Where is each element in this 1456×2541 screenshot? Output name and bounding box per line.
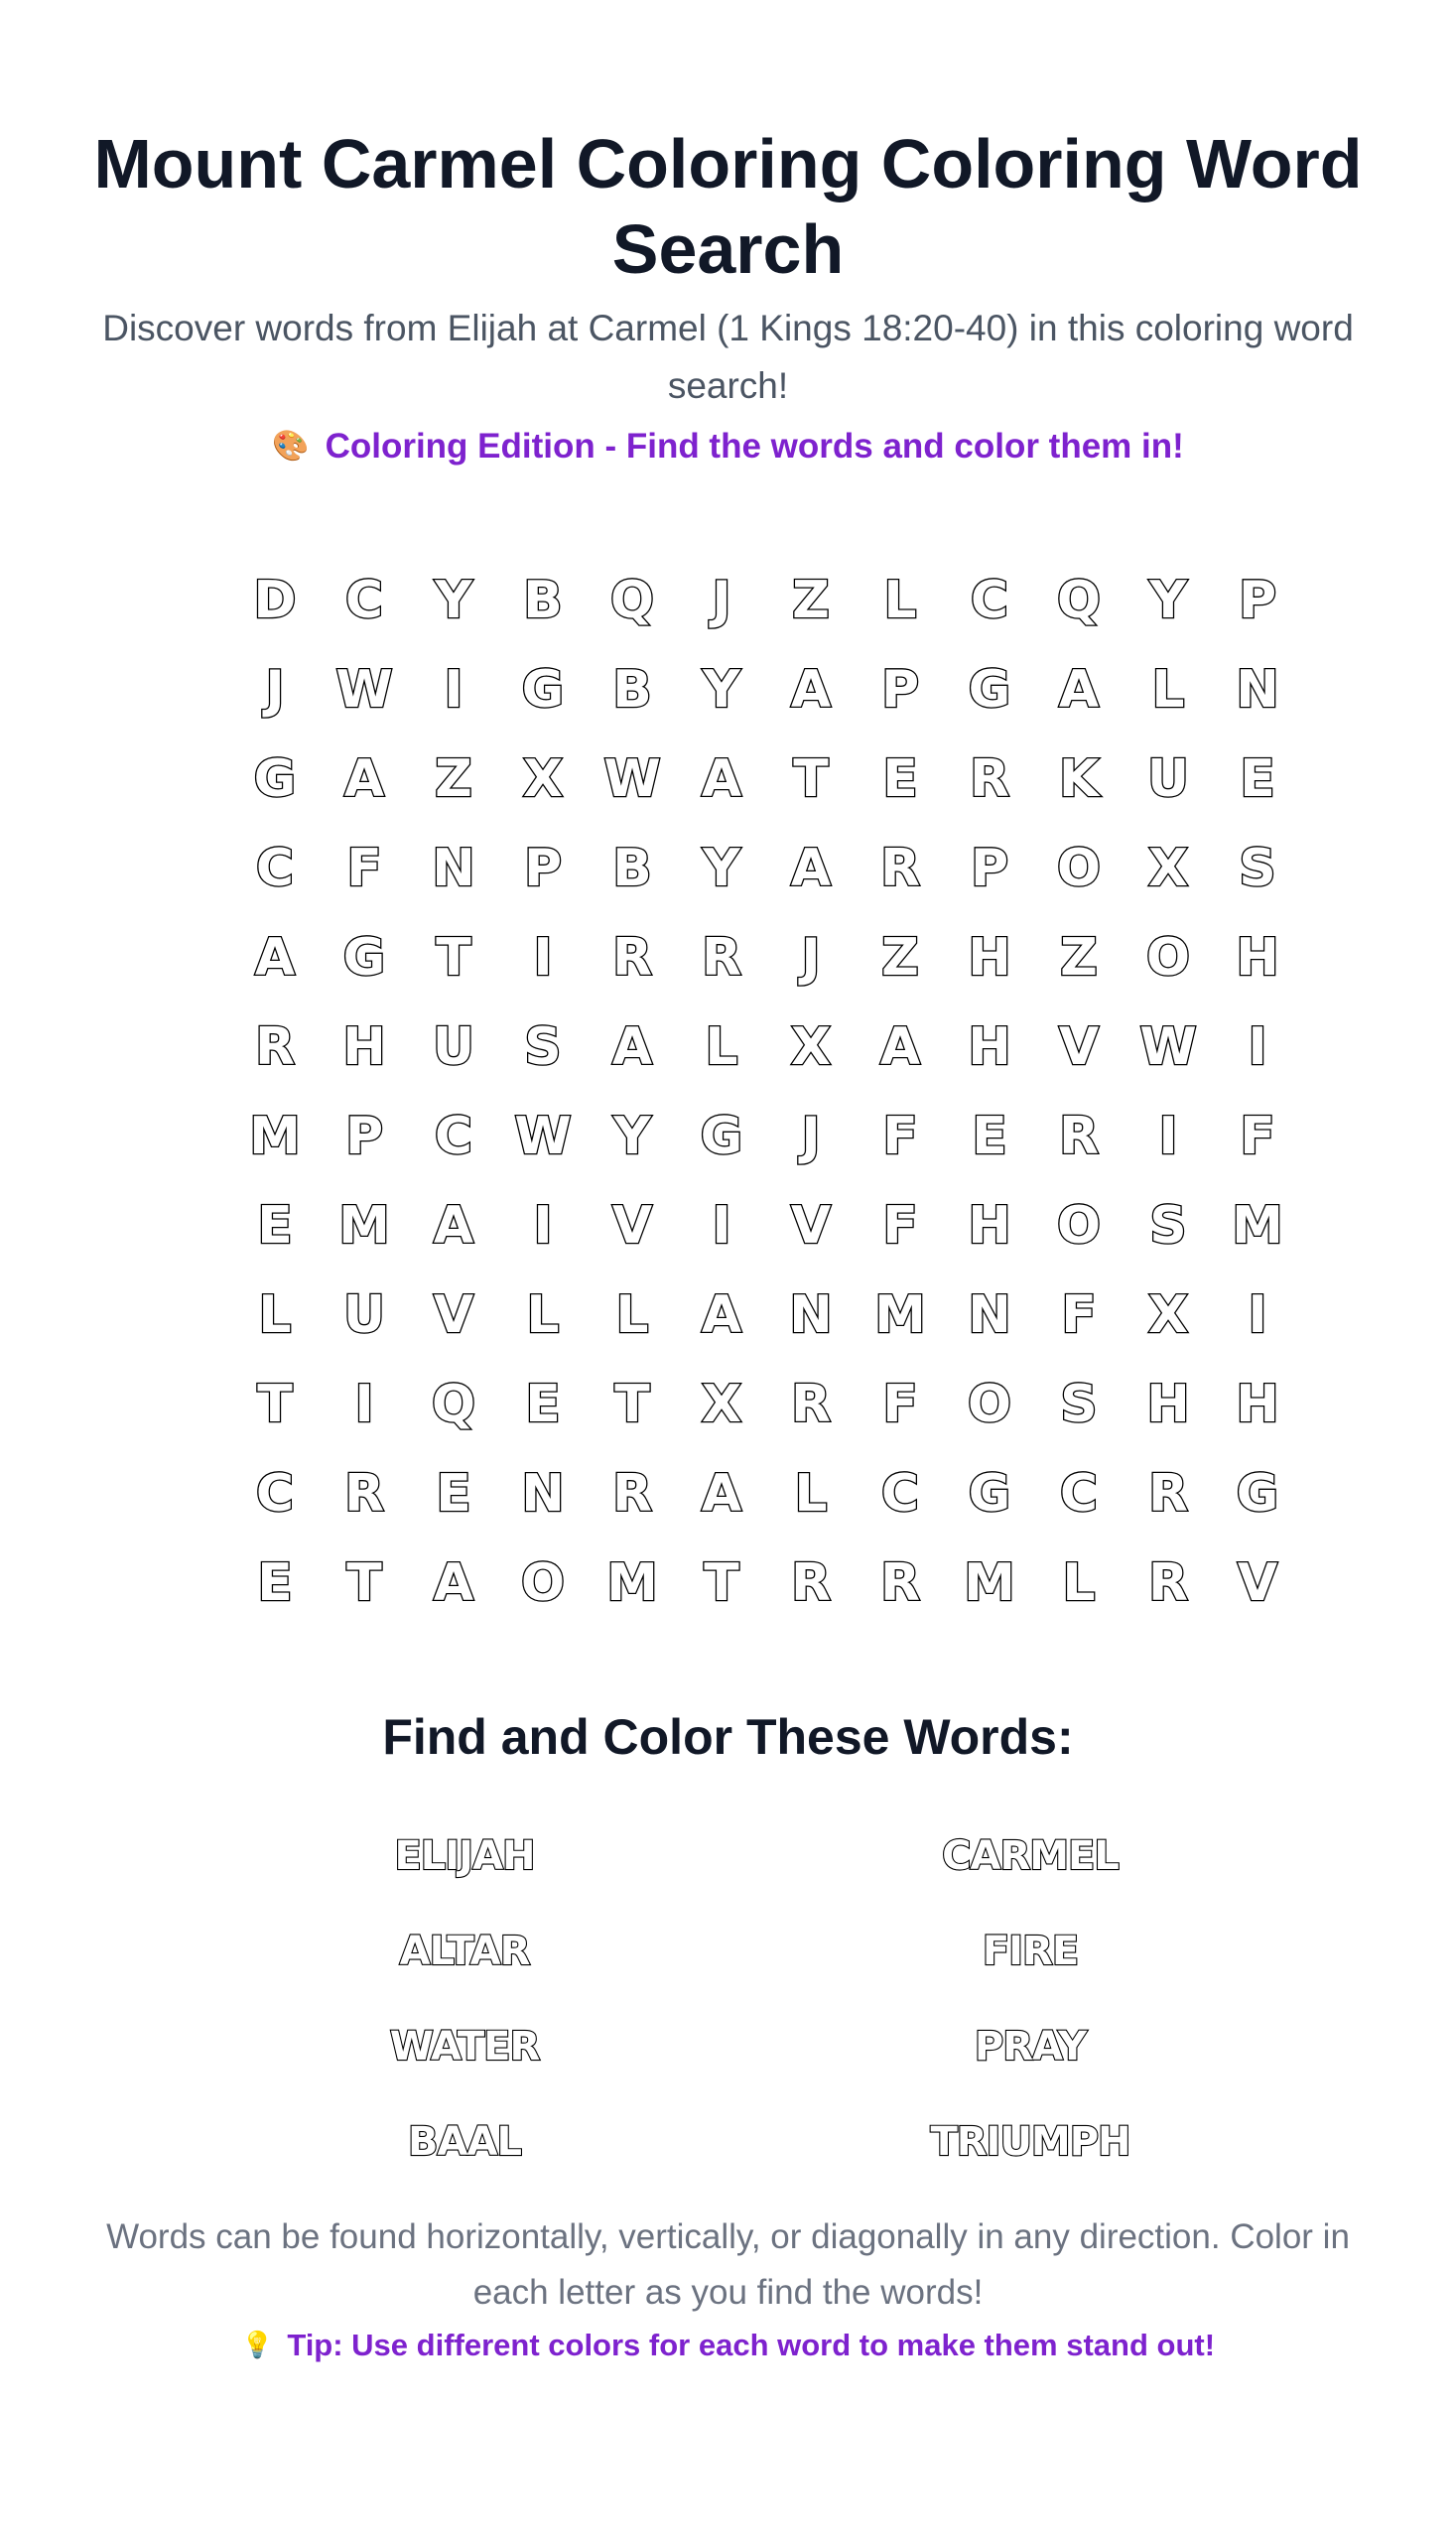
grid-letter[interactable]: A [611, 1017, 653, 1077]
grid-letter[interactable]: O [967, 1375, 1012, 1434]
word-list-item: WATER [389, 2024, 540, 2070]
grid-letter[interactable]: W [514, 1107, 572, 1166]
grid-letter[interactable]: Y [613, 1107, 651, 1166]
grid-letter[interactable]: C [1059, 1464, 1099, 1524]
grid-letter[interactable]: F [346, 839, 382, 898]
edition-banner [0, 425, 1456, 468]
grid-letter[interactable]: H [1236, 928, 1279, 988]
grid-letter[interactable]: X [790, 1017, 832, 1077]
grid-letter[interactable]: R [701, 928, 742, 988]
grid-letter[interactable]: E [882, 749, 918, 809]
grid-letter[interactable]: L [794, 1464, 828, 1524]
grid-letter[interactable]: Q [431, 1375, 476, 1434]
grid-letter[interactable]: C [344, 571, 384, 630]
grid-letter[interactable]: I [1248, 1017, 1267, 1077]
word-list-item: PRAY [974, 2024, 1087, 2070]
grid-letter[interactable]: Z [1060, 928, 1098, 988]
grid-letter[interactable]: M [874, 1285, 926, 1345]
grid-letter[interactable]: R [611, 928, 653, 988]
grid-letter[interactable]: W [1139, 1017, 1197, 1077]
grid-letter[interactable]: E [972, 1107, 1007, 1166]
grid-letter[interactable]: R [343, 1464, 385, 1524]
grid-letter[interactable]: N [968, 1285, 1011, 1345]
grid-letter[interactable]: J [801, 928, 821, 988]
word-list [182, 1808, 1313, 2190]
grid-letter[interactable]: Q [609, 571, 655, 630]
grid-letter[interactable]: W [335, 660, 393, 720]
grid-letter[interactable]: L [705, 1017, 738, 1077]
word-list-item: BAAL [408, 2119, 521, 2165]
grid-letter[interactable]: K [1058, 749, 1100, 809]
grid-letter[interactable]: A [790, 839, 832, 898]
grid-letter[interactable]: H [968, 1196, 1011, 1256]
grid-letter[interactable]: F [1061, 1285, 1097, 1345]
grid-letter[interactable]: F [882, 1107, 918, 1166]
grid-letter[interactable]: B [612, 839, 652, 898]
grid-letter[interactable]: H [968, 928, 1011, 988]
grid-letter[interactable]: M [249, 1107, 301, 1166]
grid-letter[interactable]: P [970, 839, 1009, 898]
grid-letter[interactable]: I [354, 1375, 374, 1434]
grid-letter[interactable]: D [253, 571, 297, 630]
palette-icon: 🎨 [272, 430, 310, 463]
grid-letter[interactable]: A [701, 749, 742, 809]
grid-letter[interactable]: T [346, 1553, 382, 1613]
grid-letter[interactable]: M [964, 1553, 1015, 1613]
grid-letter[interactable]: F [1240, 1107, 1275, 1166]
grid-letter[interactable]: Z [881, 928, 919, 988]
grid-letter[interactable]: P [880, 660, 920, 720]
grid-letter[interactable]: Y [703, 839, 740, 898]
grid-letter[interactable]: H [968, 1017, 1011, 1077]
grid-letter[interactable]: R [879, 839, 921, 898]
grid-letter[interactable]: N [432, 839, 475, 898]
page-title: Mount Carmel Coloring Coloring Word Search [93, 125, 1363, 288]
word-list-heading: Find and Color These Words: [382, 1709, 1074, 1765]
grid-letter[interactable]: L [883, 571, 917, 630]
grid-letter[interactable]: B [523, 571, 563, 630]
grid-letter[interactable]: F [882, 1375, 918, 1434]
grid-letter[interactable]: T [257, 1375, 293, 1434]
edition-text: Coloring Edition - Find the words and color them in! [325, 427, 1184, 466]
grid-letter[interactable]: M [1232, 1196, 1283, 1256]
grid-letter[interactable]: B [612, 660, 652, 720]
grid-letter[interactable]: V [1058, 1017, 1100, 1077]
grid-letter[interactable]: I [712, 1196, 731, 1256]
grid-letter[interactable]: V [433, 1285, 474, 1345]
grid-letter[interactable]: A [1058, 660, 1100, 720]
grid-letter[interactable]: C [255, 839, 295, 898]
grid-letter[interactable]: G [968, 1464, 1011, 1524]
grid-letter[interactable]: U [342, 1285, 386, 1345]
grid-letter[interactable]: W [603, 749, 661, 809]
word-list-item: FIRE [982, 1929, 1079, 1974]
grid-letter[interactable]: X [522, 749, 564, 809]
grid-letter[interactable]: S [1239, 839, 1276, 898]
grid-letter[interactable]: A [701, 1285, 742, 1345]
instructions-text: Words can be found horizontally, vertically, or diagonally in any direction. Color in each letter as you find the words! [106, 2217, 1350, 2312]
lightbulb-icon: 💡 [240, 2330, 274, 2359]
grid-letter[interactable]: S [1060, 1375, 1098, 1434]
grid-letter[interactable]: G [521, 660, 565, 720]
grid-letter[interactable]: V [790, 1196, 832, 1256]
tip-banner [0, 2325, 1456, 2365]
grid-letter[interactable]: Q [1056, 571, 1102, 630]
grid-letter[interactable]: V [611, 1196, 653, 1256]
grid-letter[interactable]: X [1147, 839, 1189, 898]
grid-letter[interactable]: T [704, 1553, 739, 1613]
grid-letter[interactable]: L [258, 1285, 292, 1345]
grid-letter[interactable]: Z [435, 749, 472, 809]
grid-letter[interactable]: L [615, 1285, 649, 1345]
grid-letter[interactable]: L [526, 1285, 560, 1345]
grid-letter[interactable]: A [343, 749, 385, 809]
grid-letter[interactable]: R [969, 749, 1010, 809]
grid-letter[interactable]: C [880, 1464, 920, 1524]
grid-letter[interactable]: H [342, 1017, 386, 1077]
grid-letter[interactable]: N [789, 1285, 833, 1345]
grid-letter[interactable]: A [879, 1017, 921, 1077]
grid-letter[interactable]: T [793, 749, 829, 809]
grid-letter[interactable]: I [1158, 1107, 1178, 1166]
word-list-item: ALTAR [399, 1929, 530, 1974]
grid-letter[interactable]: N [521, 1464, 565, 1524]
grid-letter[interactable]: J [712, 571, 731, 630]
grid-letter[interactable]: X [1147, 1285, 1189, 1345]
grid-letter[interactable]: E [257, 1553, 293, 1613]
grid-letter[interactable]: G [968, 660, 1011, 720]
grid-letter[interactable]: A [701, 1464, 742, 1524]
grid-letter[interactable]: E [1240, 749, 1275, 809]
grid-letter[interactable]: S [524, 1017, 562, 1077]
grid-letter[interactable]: P [1238, 571, 1277, 630]
grid-letter[interactable]: A [254, 928, 296, 988]
grid-letter[interactable]: R [1147, 1464, 1189, 1524]
grid-letter[interactable]: L [1062, 1553, 1096, 1613]
word-list-item: CARMEL [942, 1833, 1119, 1879]
grid-letter[interactable]: P [523, 839, 563, 898]
page-subtitle: Discover words from Elijah at Carmel (1 Kings 18:20-40) in this coloring word search! [102, 308, 1354, 406]
grid-letter[interactable]: C [970, 571, 1009, 630]
grid-letter[interactable]: R [254, 1017, 296, 1077]
grid-letter[interactable]: U [432, 1017, 475, 1077]
grid-letter[interactable]: M [606, 1553, 658, 1613]
grid-letter[interactable]: A [433, 1553, 474, 1613]
grid-letter[interactable]: H [1236, 1375, 1279, 1434]
grid-letter[interactable]: E [436, 1464, 471, 1524]
grid-letter[interactable]: Z [792, 571, 830, 630]
letter-grid [230, 556, 1283, 1628]
grid-letter[interactable]: E [525, 1375, 561, 1434]
grid-letter[interactable]: O [1056, 1196, 1102, 1256]
grid-letter[interactable]: O [520, 1553, 566, 1613]
grid-letter[interactable]: G [700, 1107, 743, 1166]
grid-letter[interactable]: H [1146, 1375, 1190, 1434]
grid-letter[interactable]: R [1058, 1107, 1100, 1166]
grid-letter[interactable]: C [434, 1107, 473, 1166]
grid-letter[interactable]: R [1147, 1553, 1189, 1613]
grid-letter[interactable]: J [801, 1107, 821, 1166]
grid-letter[interactable]: G [253, 749, 297, 809]
grid-letter[interactable]: R [879, 1553, 921, 1613]
grid-letter[interactable]: R [790, 1553, 832, 1613]
grid-letter[interactable]: Y [435, 571, 472, 630]
grid-letter[interactable]: A [790, 660, 832, 720]
grid-letter[interactable]: I [444, 660, 463, 720]
grid-letter[interactable]: G [342, 928, 386, 988]
grid-letter[interactable]: O [1056, 839, 1102, 898]
grid-letter[interactable]: X [701, 1375, 742, 1434]
grid-letter[interactable]: L [1151, 660, 1185, 720]
grid-letter[interactable]: T [614, 1375, 650, 1434]
grid-letter[interactable]: C [255, 1464, 295, 1524]
grid-letter[interactable]: I [533, 1196, 553, 1256]
grid-letter[interactable]: E [257, 1196, 293, 1256]
grid-letter[interactable]: A [433, 1196, 474, 1256]
tip-text: Tip: Use different colors for each word to make them stand out! [287, 2328, 1216, 2362]
grid-letter[interactable]: T [436, 928, 471, 988]
grid-letter[interactable]: I [533, 928, 553, 988]
grid-letter[interactable]: F [882, 1196, 918, 1256]
grid-letter[interactable]: G [1236, 1464, 1279, 1524]
grid-letter[interactable]: R [611, 1464, 653, 1524]
grid-letter[interactable]: U [1146, 749, 1190, 809]
word-list-item: TRIUMPH [930, 2119, 1130, 2165]
word-list-item: ELIJAH [394, 1833, 535, 1879]
grid-letter[interactable]: S [1149, 1196, 1187, 1256]
grid-letter[interactable]: V [1237, 1553, 1278, 1613]
grid-letter[interactable]: J [265, 660, 285, 720]
grid-letter[interactable]: Y [1149, 571, 1187, 630]
grid-letter[interactable]: I [1248, 1285, 1267, 1345]
grid-letter[interactable]: N [1236, 660, 1279, 720]
grid-letter[interactable]: O [1145, 928, 1191, 988]
grid-letter[interactable]: P [344, 1107, 384, 1166]
grid-letter[interactable]: M [338, 1196, 390, 1256]
grid-letter[interactable]: Y [703, 660, 740, 720]
grid-letter[interactable]: R [790, 1375, 832, 1434]
